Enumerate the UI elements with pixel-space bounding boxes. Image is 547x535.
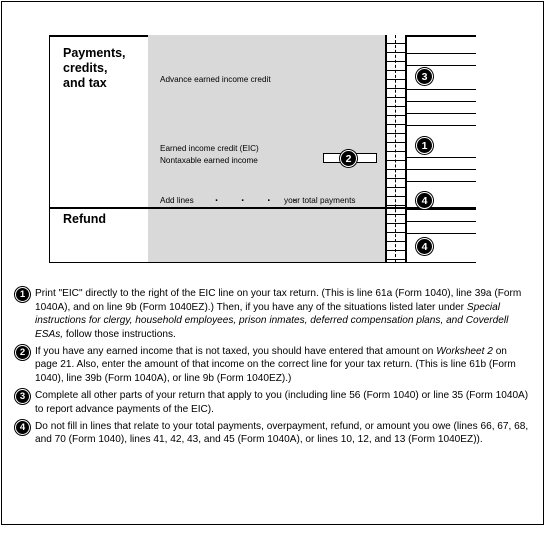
eic-label: Earned income credit (EIC) [160,144,259,153]
amount-line [406,209,476,210]
amount-line [406,125,476,126]
note-text: follow those instructions. [63,328,176,340]
note-number-badge: 1 [15,287,30,302]
amount-line [406,89,476,90]
dashed-rule [395,35,396,262]
column-rule [385,35,387,262]
note-item [15,345,530,386]
note-text: Print "EIC" directly to the right of the EIC line on your tax return. (This is line 61a (Form 1040), line 39a (Form 1040A), and on line 9b (Form 1040EZ).) Then, if you have any of the situations listed later under [35,288,522,313]
refund-divider [50,207,476,209]
amount-line [406,169,476,170]
note-item [15,389,530,416]
note-italic-text: Special instructions for clergy, household employees, prison inmates, deferred compensation plans, and Coverdell ESAs, [35,301,509,340]
amount-line [406,53,476,54]
add-lines-label: Add lines [160,196,194,205]
nontaxable-label: Nontaxable earned income [160,156,258,165]
refund-heading: Refund [63,212,107,226]
callout-1-badge: 1 [416,137,433,154]
leader-dots: . . . . [215,192,307,204]
amount-line [406,233,476,234]
callout-2-badge: 2 [340,150,357,167]
note-number-badge: 3 [15,389,30,404]
note-item [15,420,530,447]
advance-eic-label: Advance earned income credit [160,75,271,84]
note-text: on page 21. Also, enter the amount of that income on the correct line for your tax return. (This is line 61b (Form 1040), line 39b (Form 1040A), or line 9b (Form 1040EZ).) [35,345,516,385]
amount-line [406,101,476,102]
callout-4-badge: 4 [416,238,433,255]
callout-3-badge: 3 [416,68,433,85]
payments-heading: Payments, credits, and tax [63,46,126,90]
note-text: Complete all other parts of your return that apply to you (including line 56 (Form 1040) or line 35 (Form 1040A) to report advance payments of the EIC). [35,390,529,415]
amount-line [406,65,476,66]
note-text: Do not fill in lines that relate to your total payments, overpayment, refund, or amount you owe (lines 66, 67, 68, and 70 (Form 1040), lines 41, 42, 43, and 45 (Form 1040A), or lines 10, 12, and 13 (Form 1040EZ)). [35,420,529,446]
tax-form-excerpt [49,35,476,263]
callout-4-badge: 4 [416,192,433,209]
note-number-badge: 2 [15,345,30,360]
amount-line [406,221,476,222]
note-item [15,287,530,341]
instruction-notes [15,287,530,451]
total-payments-label: your total payments [284,196,356,205]
column-rule [405,35,407,262]
note-text: If you have any earned income that is not taxed, you should have entered that amount on [35,345,437,357]
amount-line [406,113,476,114]
note-number-badge: 4 [15,420,30,435]
amount-line [406,181,476,182]
amount-line [406,157,476,158]
note-italic-text: Worksheet 2 [436,345,493,357]
